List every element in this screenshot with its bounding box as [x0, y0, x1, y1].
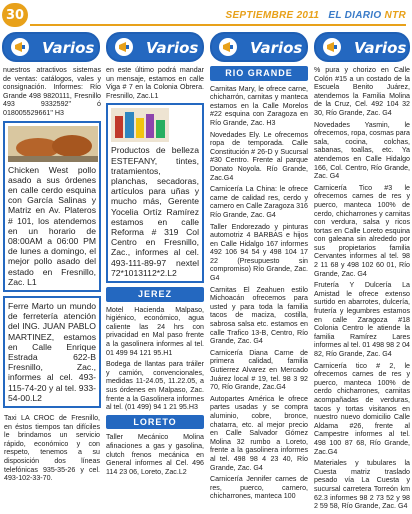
classified-ad: nuestros atractivos sistemas de ventas: catálogos, vales y consignación. Informes: Río Grande 498 9820111, Fresnillo 493 9332592" ó 018005529661" H3: [3, 66, 101, 117]
city-heading-loreto: LORETO: [106, 415, 204, 430]
brand-name: EL DIARIO: [328, 10, 382, 21]
section-label: Varios: [250, 39, 303, 57]
megaphone-icon: [114, 37, 134, 57]
column-1: [3, 66, 101, 489]
ad-photo: [111, 108, 169, 142]
classified-ad: Carnicería La China: le ofrece carne de calidad res, cerdo y carnero en Calle Zaragoza 316 Río Grande, Zac. G4: [210, 185, 308, 219]
section-tab-varios-3: [210, 32, 308, 62]
column-4: [314, 66, 410, 514]
classified-ad-boxed: [3, 121, 101, 292]
classified-ad: [3, 412, 101, 485]
column-3: [210, 66, 308, 504]
header-date-line: [225, 10, 406, 21]
classified-ad: Carnitas Mary, le ofrece carne, chicharrón, carnitas y manteca estamos en la Calle Morelos #22 esquina con Zaragoza en Río Grande, Zac. H3: [210, 84, 308, 127]
megaphone-icon: [218, 37, 238, 57]
ad-text: Chicken West pollo asado a sus órdenes en calle cerdo esquina con García Salinas y Matriz en Av. Plateros # 101, los atendemos en un horario de 08:00AM a 06:00 PM de lunes a domingo, el mejor pollo asado del estado en Fresnillo, Zac. L1: [8, 164, 96, 287]
city-heading-rio-grande: RIO GRANDE: [210, 66, 308, 81]
classified-ad: en este último podrá mandar un mensaje, estamos en calle Viga # 7 en la Colonia Obrera. Fresnillo, Zac.L1: [106, 66, 204, 100]
section-tab-varios-1: [2, 32, 100, 62]
classified-ad: Autopartes América le ofrece partes usadas y se compra aluminio, cobre, bronce, chatarra, etc. al mejor precio en Calle Salvador Gómez Molina 32 rumbo a Loreto, frente a la gasolinera informes al tel. 498 98 4 23 40, Río Grande, Zac. G4: [210, 394, 308, 472]
ad-text: Ferre Marto un mundo de ferretería atención del ING. JUAN PABLO MARTINEZ, estamos en Calle Enrique Estrada 622-B Fresnillo, Zac., informes al cel. 493-115-74-20 y al tel. 933-54-00.L2: [8, 301, 96, 403]
classified-ad: Frutería Y Dulcería La Amistad le ofrece extenso surtido en abarrotes, dulcería, frutería y legumbres estamos en calle Zaragoza #18 Colonia Centro le atiende la familia Ramírez Lares informes al tel. 01 498 98 2 04 82, Río Grande, Zac. G4: [314, 281, 410, 358]
page-header: [0, 0, 412, 30]
ad-text: Productos de belleza ESTEFANY, tintes, tratamientos, planchas, secadoras, artículos para uñas y mucho más, Gerente Yocelia Ortíz Ramírez estamos en calle Reforma # 319 Col Centro en Fresnillo, Zac., informes al cel. 493-111-89-97 nextel 72*1013112*2.L2: [111, 145, 199, 278]
city-heading-jerez: JEREZ: [106, 287, 204, 302]
classified-ad: Bodega de llantas para tráiler y camión, convencionales, medidas 11-24.05, 11.22.05, a sus órdenes en Malpaso, Zac. frente a la Gasolinera informes al tel. (01 499) 94 1 21 95.H3: [106, 360, 204, 412]
brand-suffix: NTR: [384, 10, 406, 21]
classified-ad: Carnicería tico # 2, le ofrecemos carnes de res y puerco, manteca 100% de cerdo chicharrones, carnitas acompañadas de verduras, tacos y tortas visitanos en nuestro nuevo domicilio Calle Aldama #26, frente al Campestre informes al tel. 498 100 87 68, Río Grande, Zac.G4: [314, 361, 410, 456]
section-label: Varios: [42, 39, 95, 57]
beauty-products-photo: [111, 108, 169, 142]
megaphone-icon: [322, 37, 342, 57]
classified-ad: Carnicería Jennifer carnes de res, puerco, carnero, chicharrones, manteca 100: [210, 475, 308, 501]
ad-photo: [8, 126, 96, 162]
classified-ad: Novedades Ely. Le ofrecemos ropa de temporada. Calle Constitución # 26-D y Sucursal #30 Centro. Frente al parque Donato Noyola. Río Grande, Zac.G4: [210, 130, 308, 182]
chicken-photo: [8, 126, 98, 162]
classified-ad: Materiales y tubulares la Cuesta matriz traslado pesado vía La Cuesta y sucursal carretera Torreón km 62.3 informes 98 2 73 52 y 98 2 59 58, Río Grande, Zac. G4: [314, 459, 410, 511]
ad-text: Taxi LA CROC de Fresnillo, en éstos tiempos tan difíciles le brindamos un servicio rápido, económico y con respeto, tenemos a su disposición dos líneas telefónicas 935-35-26 y cel. 493-102-33-70.: [4, 414, 100, 483]
header-rule: [30, 24, 406, 26]
section-label: Varios: [146, 39, 199, 57]
page-number: 30: [2, 3, 28, 27]
classified-ad-boxed: [106, 103, 204, 283]
classified-ad: Motel Hacienda Malpaso, higiénico, económico, agua caliente las 24 hrs con privacidad en Mal paso frente a la gasolinera informes al tel. 01 499 94 121 95.H1: [106, 305, 204, 357]
megaphone-icon: [10, 37, 30, 57]
section-label: Varios: [354, 39, 407, 57]
classified-ad: Carnicería Diana Carne de primera calidad, familia Gutierrez Alvarez en Mercado Juárez local # 19, tel. 98 3 92 70, Río Grande, Zac.G4: [210, 348, 308, 392]
column-2: [106, 66, 204, 479]
classified-ad: Carnitas El Zeahuen estilo Michoacán ofrecemos para usted y para toda la familia tacos de maciza, costilla, sabrosa salsa etc. estamos en calle Trafico 13-B, Centro, Río Grande, Zac. G4: [210, 285, 308, 346]
classified-ad: Carnicería Tico #3 le ofrecemos carnes de res y puerco, manteca 100% de cerdo, chicharrones y carnitas con verdura, salsa y ricos tortas en Calle Loreto esquina con galeana sin alrededo por sus propietarios familia Cervantes informes al tel. 98 2 11 68 y 498 102 60 01, Río Grande, Zac. G4: [314, 183, 410, 278]
classified-ad: Novedades Yasmin, le ofrecemos, ropa, cosmas para sala, cocina, colchas, sabanas, toallas, etc. Ya atendemos en Calle Hidalgo 166, Col. Centro, Río Grande, Zac. G4: [314, 120, 410, 181]
section-tab-varios-4: [314, 32, 410, 62]
classified-ad: Taller Endorezado y pinturas automotriz 4 BARBAS e hijos en Calle Hidalgo 167 informes 492 106 94 54 y 498 104 17 22 (Presupuesto sin compromiso) Río Grande, Zac. G4: [210, 222, 308, 283]
section-tab-varios-2: [106, 32, 204, 62]
classified-ad: % pura y chorizo en Calle Colón #15 a un costado de la Escuela Benito Juárez, atendemos la Familia Molina de la Cruz, Cel. 492 104 32 30, Río Grande, Zac. G4: [314, 66, 410, 117]
issue-date: SEPTIEMBRE 2011: [225, 10, 320, 21]
classified-ad: Taller Mecánico Molina afinaciones a gas y gasolina, clutch frenos mecánica en General informes al Cel. 496 114 23 06, Loreto, Zac.L2: [106, 433, 204, 476]
classified-ad-boxed: [3, 296, 101, 408]
